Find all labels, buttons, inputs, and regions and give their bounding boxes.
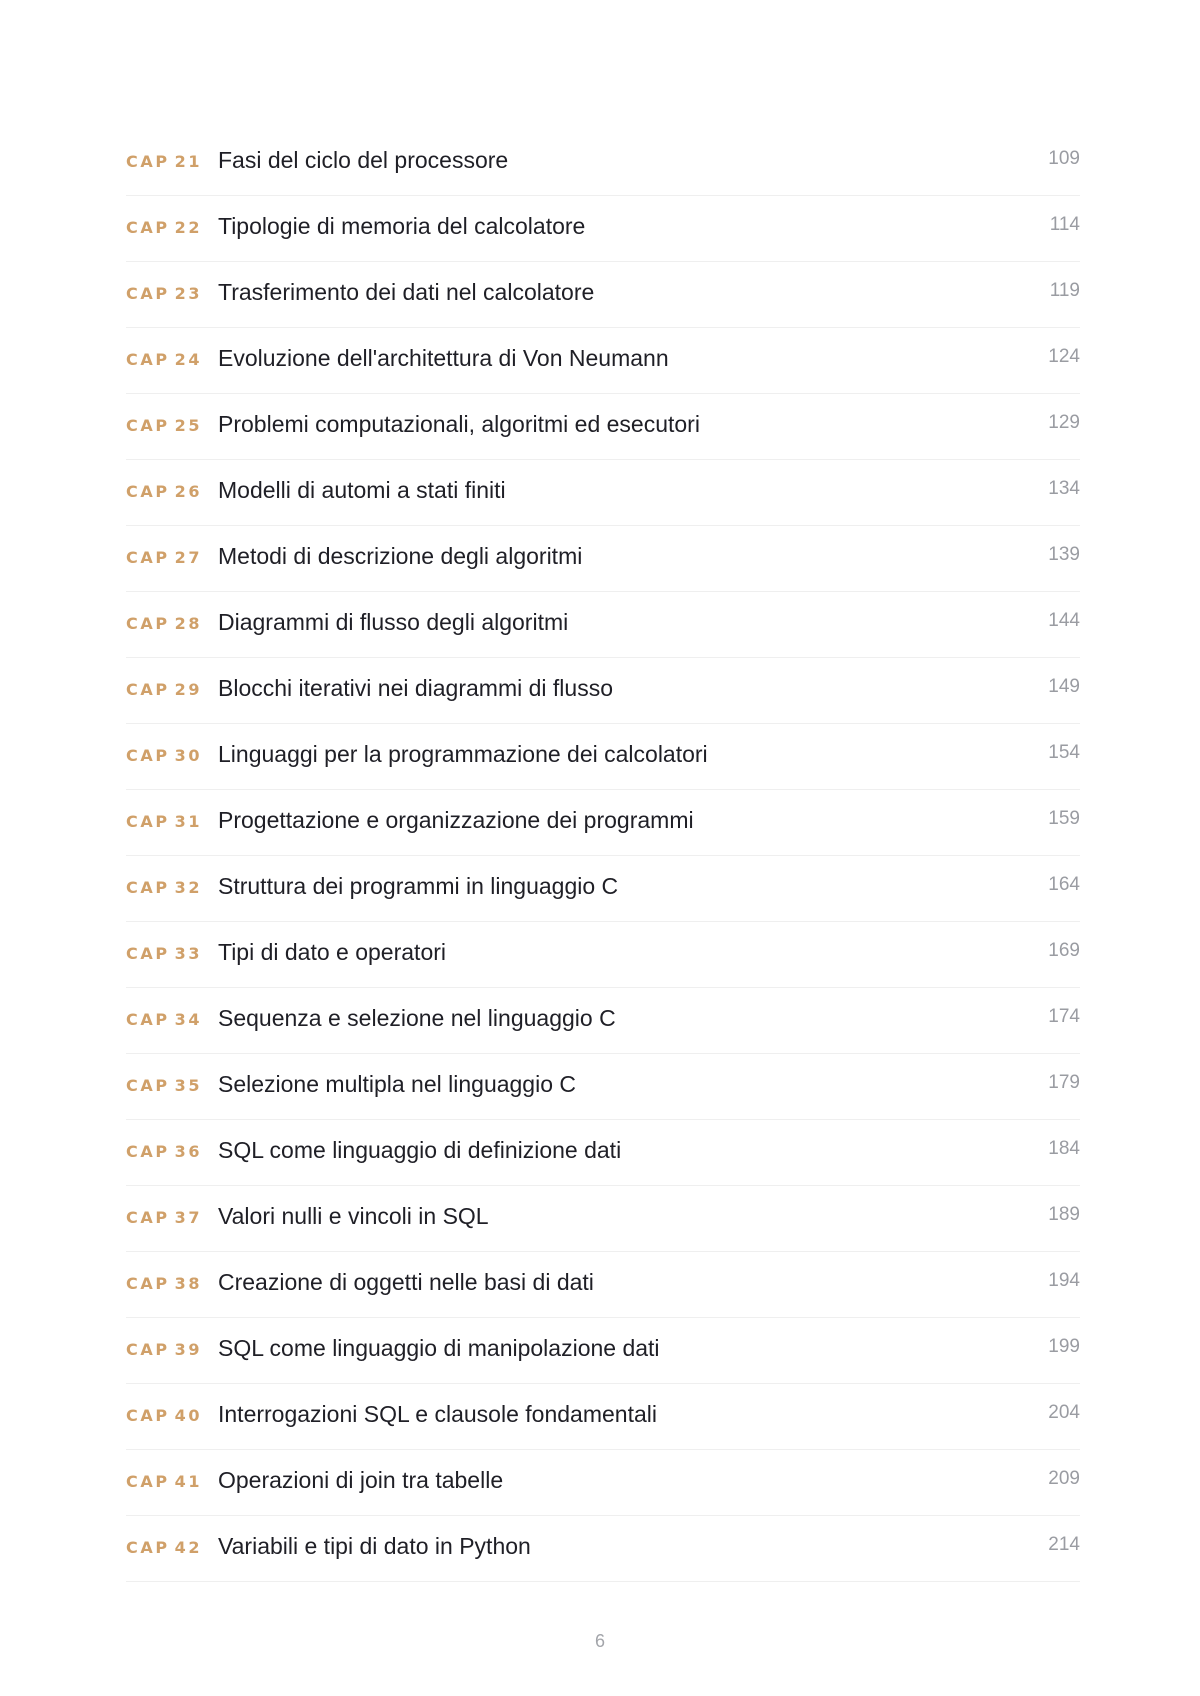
chapter-number: 34: [174, 1010, 203, 1029]
chapter-page-number: 134: [1048, 478, 1080, 499]
chapter-label: CAP: [126, 1340, 170, 1359]
toc-entry[interactable]: [126, 1516, 1080, 1582]
chapter-label: CAP: [126, 482, 170, 501]
chapter-title: Selezione multipla nel linguaggio C: [218, 1071, 577, 1097]
chapter-tag: [126, 152, 212, 171]
chapter-number: 31: [174, 812, 203, 831]
chapter-page-number: 139: [1048, 544, 1080, 565]
toc-entry[interactable]: [126, 658, 1080, 724]
toc-entry[interactable]: [126, 592, 1080, 658]
chapter-label: CAP: [126, 1208, 170, 1227]
chapter-tag: [126, 1076, 212, 1095]
toc-entry[interactable]: [126, 922, 1080, 988]
chapter-page-number: 194: [1048, 1270, 1080, 1291]
toc-entry[interactable]: [126, 1054, 1080, 1120]
chapter-title: Sequenza e selezione nel linguaggio C: [218, 1005, 616, 1031]
toc-entry[interactable]: [126, 1252, 1080, 1318]
chapter-tag: [126, 614, 212, 633]
chapter-label: CAP: [126, 1274, 170, 1293]
chapter-number: 38: [174, 1274, 203, 1293]
chapter-title: Fasi del ciclo del processore: [218, 147, 509, 173]
chapter-number: 40: [174, 1406, 203, 1425]
chapter-page-number: 159: [1048, 808, 1080, 829]
chapter-number: 27: [174, 548, 203, 567]
chapter-label: CAP: [126, 812, 170, 831]
chapter-number: 26: [174, 482, 203, 501]
chapter-page-number: 209: [1048, 1468, 1080, 1489]
chapter-page-number: 154: [1048, 742, 1080, 763]
toc-entry[interactable]: [126, 526, 1080, 592]
chapter-page-number: 164: [1048, 874, 1080, 895]
chapter-page-number: 124: [1048, 346, 1080, 367]
chapter-page-number: 174: [1048, 1006, 1080, 1027]
chapter-title: Problemi computazionali, algoritmi ed esecutori: [218, 411, 700, 437]
chapter-tag: [126, 1208, 212, 1227]
chapter-label: CAP: [126, 680, 170, 699]
chapter-number: 33: [174, 944, 203, 963]
chapter-title: Blocchi iterativi nei diagrammi di flusso: [218, 675, 613, 701]
toc-entry[interactable]: [126, 1318, 1080, 1384]
chapter-page-number: 109: [1048, 148, 1080, 169]
chapter-page-number: 204: [1048, 1402, 1080, 1423]
chapter-page-number: 114: [1049, 214, 1080, 235]
chapter-label: CAP: [126, 284, 170, 303]
chapter-tag: [126, 878, 212, 897]
chapter-number: 41: [174, 1472, 203, 1491]
chapter-label: CAP: [126, 1010, 170, 1029]
toc-entry[interactable]: [126, 790, 1080, 856]
chapter-number: 23: [174, 284, 203, 303]
chapter-title: Metodi di descrizione degli algoritmi: [218, 543, 583, 569]
chapter-title: Tipologie di memoria del calcolatore: [218, 213, 586, 239]
chapter-tag: [126, 944, 212, 963]
chapter-title: Modelli di automi a stati finiti: [218, 477, 506, 503]
chapter-title: Linguaggi per la programmazione dei calcolatori: [218, 741, 708, 767]
toc-entry[interactable]: [126, 724, 1080, 790]
chapter-label: CAP: [126, 1076, 170, 1095]
chapter-title: Valori nulli e vincoli in SQL: [218, 1203, 489, 1229]
chapter-tag: [126, 1274, 212, 1293]
chapter-title: SQL come linguaggio di definizione dati: [218, 1137, 622, 1163]
chapter-tag: [126, 482, 212, 501]
toc-entry[interactable]: [126, 196, 1080, 262]
chapter-label: CAP: [126, 944, 170, 963]
chapter-number: 24: [174, 350, 203, 369]
chapter-title: Operazioni di join tra tabelle: [218, 1467, 504, 1493]
chapter-title: Diagrammi di flusso degli algoritmi: [218, 609, 569, 635]
toc-entry[interactable]: [126, 1450, 1080, 1516]
chapter-tag: [126, 1010, 212, 1029]
chapter-page-number: 179: [1048, 1072, 1080, 1093]
chapter-title: Interrogazioni SQL e clausole fondamentali: [218, 1401, 657, 1427]
chapter-number: 39: [174, 1340, 203, 1359]
chapter-title: Creazione di oggetti nelle basi di dati: [218, 1269, 594, 1295]
chapter-label: CAP: [126, 1538, 170, 1557]
chapter-page-number: 214: [1048, 1534, 1080, 1555]
chapter-tag: [126, 1472, 212, 1491]
chapter-number: 29: [174, 680, 203, 699]
chapter-label: CAP: [126, 746, 170, 765]
chapter-tag: [126, 1538, 212, 1557]
chapter-page-number: 129: [1048, 412, 1080, 433]
chapter-page-number: 184: [1048, 1138, 1080, 1159]
chapter-tag: [126, 1340, 212, 1359]
toc-entry[interactable]: [126, 262, 1080, 328]
chapter-page-number: 149: [1048, 676, 1080, 697]
chapter-number: 42: [174, 1538, 203, 1557]
chapter-number: 32: [174, 878, 203, 897]
chapter-tag: [126, 746, 212, 765]
toc-entry[interactable]: [126, 1384, 1080, 1450]
chapter-page-number: 169: [1048, 940, 1080, 961]
chapter-tag: [126, 218, 212, 237]
chapter-label: CAP: [126, 614, 170, 633]
chapter-page-number: 199: [1048, 1336, 1080, 1357]
chapter-page-number: 189: [1048, 1204, 1080, 1225]
chapter-number: 28: [174, 614, 203, 633]
chapter-label: CAP: [126, 548, 170, 567]
chapter-title: Progettazione e organizzazione dei programmi: [218, 807, 694, 833]
chapter-title: Struttura dei programmi in linguaggio C: [218, 873, 619, 899]
chapter-tag: [126, 548, 212, 567]
toc-entry[interactable]: [126, 460, 1080, 526]
page-number: 6: [594, 1631, 605, 1651]
toc-entry[interactable]: [126, 1186, 1080, 1252]
chapter-title: Evoluzione dell'architettura di Von Neumann: [218, 345, 669, 371]
chapter-number: 25: [174, 416, 203, 435]
chapter-number: 30: [174, 746, 203, 765]
chapter-tag: [126, 284, 212, 303]
chapter-label: CAP: [126, 218, 170, 237]
chapter-label: CAP: [126, 1472, 170, 1491]
chapter-number: 36: [174, 1142, 203, 1161]
chapter-label: CAP: [126, 1142, 170, 1161]
chapter-tag: [126, 812, 212, 831]
chapter-title: Variabili e tipi di dato in Python: [218, 1533, 531, 1559]
chapter-number: 22: [174, 218, 203, 237]
chapter-tag: [126, 1142, 212, 1161]
toc-entry[interactable]: [126, 1120, 1080, 1186]
chapter-number: 37: [174, 1208, 203, 1227]
chapter-label: CAP: [126, 350, 170, 369]
chapter-tag: [126, 416, 212, 435]
toc-entry[interactable]: [126, 988, 1080, 1054]
chapter-tag: [126, 350, 212, 369]
chapter-page-number: 144: [1048, 610, 1080, 631]
toc-entry[interactable]: [126, 328, 1080, 394]
chapter-label: CAP: [126, 1406, 170, 1425]
chapter-title: SQL come linguaggio di manipolazione dati: [218, 1335, 660, 1361]
chapter-number: 21: [174, 152, 203, 171]
chapter-page-number: 119: [1049, 280, 1080, 301]
toc-entry[interactable]: [126, 130, 1080, 196]
toc-entry[interactable]: [126, 394, 1080, 460]
chapter-label: CAP: [126, 878, 170, 897]
chapter-title: Tipi di dato e operatori: [218, 939, 447, 965]
chapter-tag: [126, 680, 212, 699]
chapter-number: 35: [174, 1076, 203, 1095]
chapter-tag: [126, 1406, 212, 1425]
chapter-title: Trasferimento dei dati nel calcolatore: [218, 279, 595, 305]
toc-entry[interactable]: [126, 856, 1080, 922]
table-of-contents: [126, 130, 1080, 1582]
chapter-label: CAP: [126, 416, 170, 435]
chapter-label: CAP: [126, 152, 170, 171]
